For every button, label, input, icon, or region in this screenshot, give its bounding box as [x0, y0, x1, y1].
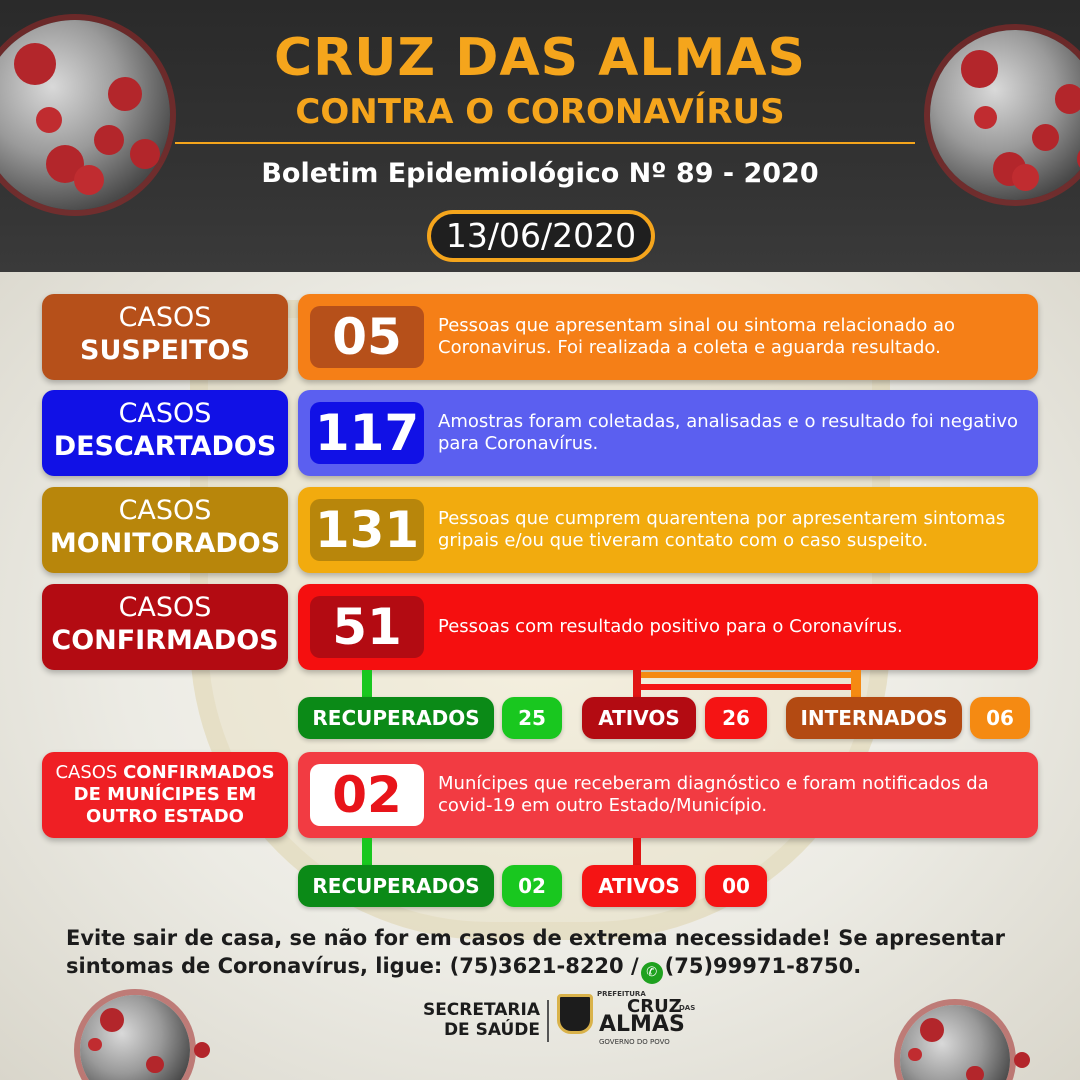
bulletin-date: 13/06/2020	[427, 210, 655, 262]
label-line2: CONFIRMADOS	[51, 625, 279, 656]
title-divider	[175, 142, 915, 144]
description-descartados: Amostras foram coletadas, analisadas e o resultado foi negativo para Coronavírus.	[438, 411, 1019, 454]
footer-line1: Evite sair de casa, se não for em casos de extrema necessidade! Se apresentar	[66, 926, 1006, 950]
secretaria-line1: SECRETARIA	[422, 1000, 540, 1020]
description-suspeitos: Pessoas que apresentam sinal ou sintoma relacionado ao Coronavirus. Foi realizada a coleta e aguarda resultado.	[438, 315, 956, 358]
card-casos-monitorados	[298, 487, 1038, 573]
count-outro-estado: 02	[310, 764, 424, 826]
connector-internados-h1	[641, 672, 861, 678]
label-outro-estado-text	[42, 752, 288, 828]
count-monitorados: 131	[310, 499, 424, 561]
chip-ativos-label: ATIVOS	[582, 697, 696, 739]
card-casos-confirmados	[298, 584, 1038, 670]
chip-ativos-outro-value: 00	[705, 865, 767, 907]
connector-internados-h2	[641, 684, 861, 690]
count-suspeitos: 05	[310, 306, 424, 368]
connector-ativos	[633, 670, 641, 698]
chip-internados-value: 06	[970, 697, 1030, 739]
label-line1: CASOS	[118, 398, 212, 429]
city-tagline: GOVERNO DO POVO	[599, 1038, 670, 1046]
chip-ativos-outro-label: ATIVOS	[582, 865, 696, 907]
label-line2: MONITORADOS	[49, 528, 281, 559]
label-line2: SUSPEITOS	[80, 335, 250, 366]
whatsapp-icon: ✆	[641, 962, 663, 984]
bulletin-number: Boletim Epidemiológico Nº 89 - 2020	[261, 158, 819, 189]
chip-recuperados-value: 25	[502, 697, 562, 739]
page-subtitle: CONTRA O CORONAVÍRUS	[295, 92, 785, 132]
card-casos-outro-estado	[298, 752, 1038, 838]
description-confirmados: Pessoas com resultado positivo para o Coronavírus.	[438, 616, 903, 637]
card-casos-descartados	[298, 390, 1038, 476]
connector-internados	[851, 670, 861, 698]
count-confirmados: 51	[310, 596, 424, 658]
label-casos-descartados	[42, 390, 288, 476]
city-das-label: DAS	[679, 1004, 696, 1012]
chip-ativos-value: 26	[705, 697, 767, 739]
description-monitorados: Pessoas que cumprem quarentena por apresentarem sintomas gripais e/ou que tiveram contato com o caso suspeito.	[438, 508, 1006, 551]
label-outro-estado-part2: CONFIRMADOS DE MUNÍCIPES EM OUTRO ESTADO	[73, 762, 275, 827]
label-line1: CASOS	[118, 302, 212, 333]
chip-recuperados-outro-value: 02	[502, 865, 562, 907]
label-outro-estado-part1: CASOS	[55, 762, 124, 783]
connector-ativos-outro	[633, 838, 641, 866]
chip-internados-label: INTERNADOS	[786, 697, 962, 739]
prefeitura-label: PREFEITURA	[597, 990, 646, 998]
label-casos-outro-estado	[42, 752, 288, 838]
label-casos-confirmados	[42, 584, 288, 670]
secretaria-saude-logo	[400, 1000, 540, 1040]
city-name-line2: ALMAS	[599, 1012, 685, 1037]
label-line1: CASOS	[118, 495, 212, 526]
label-line2: DESCARTADOS	[53, 431, 277, 462]
chip-recuperados-outro-label: RECUPERADOS	[298, 865, 494, 907]
card-casos-suspeitos	[298, 294, 1038, 380]
footer-line2	[66, 952, 1026, 984]
footer-phone-primary: sintomas de Coronavírus, ligue: (75)3621-8220 /	[66, 954, 639, 978]
connector-recuperados-outro	[362, 838, 372, 866]
connector-recuperados	[362, 670, 372, 698]
description-outro-estado: Munícipes que receberam diagnóstico e foram notificados da covid-19 em outro Estado/Município.	[438, 773, 989, 816]
city-crest-icon	[557, 994, 593, 1034]
label-casos-suspeitos	[42, 294, 288, 380]
chip-recuperados-label: RECUPERADOS	[298, 697, 494, 739]
prefeitura-logo	[557, 990, 696, 1052]
page-title: CRUZ DAS ALMAS	[273, 28, 807, 88]
logo-divider	[547, 1000, 549, 1042]
label-casos-monitorados	[42, 487, 288, 573]
label-line1: CASOS	[118, 592, 212, 623]
footer-advice	[66, 924, 1026, 984]
footer-phone-whatsapp: (75)99971-8750.	[664, 954, 862, 978]
secretaria-line2: DE SAÚDE	[443, 1020, 540, 1040]
count-descartados: 117	[310, 402, 424, 464]
city-name-line1: CRUZ	[627, 996, 682, 1017]
